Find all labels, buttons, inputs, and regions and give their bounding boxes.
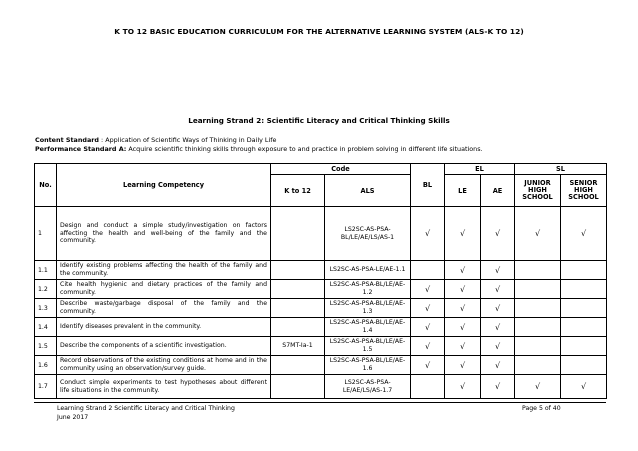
row-als-code: LS2SC-AS-PSA-LE/AE/LS/AS-1.7 <box>325 375 411 399</box>
header-k12: K to 12 <box>271 175 325 207</box>
row-bl-check <box>411 261 445 280</box>
row-competency: Identify existing problems affecting the health of the family and the community. <box>57 261 271 280</box>
competency-table <box>34 163 607 399</box>
row-le-check: √ <box>445 207 481 261</box>
row-shs-check <box>561 280 607 299</box>
row-shs-check <box>561 299 607 318</box>
row-bl-check: √ <box>411 299 445 318</box>
footer-divider <box>34 402 606 403</box>
header-sl: SL <box>515 164 607 175</box>
content-standard-label: Content Standard <box>35 136 99 144</box>
row-ae-check: √ <box>481 375 515 399</box>
row-ae-check: √ <box>481 356 515 375</box>
row-jhs-check <box>515 299 561 318</box>
row-k12-code <box>271 318 325 337</box>
row-le-check: √ <box>445 261 481 280</box>
performance-standard-label: Performance Standard A: <box>35 145 127 153</box>
row-bl-check: √ <box>411 280 445 299</box>
footer-strand: Learning Strand 2 Scientific Literacy and Critical Thinking <box>57 405 235 412</box>
row-le-check: √ <box>445 375 481 399</box>
row-shs-check <box>561 318 607 337</box>
footer-date: June 2017 <box>57 413 89 421</box>
header-no: No. <box>35 164 57 207</box>
page-number: Page 5 of 40 <box>522 405 561 412</box>
row-le-check: √ <box>445 299 481 318</box>
header-el: EL <box>445 164 515 175</box>
row-competency: Design and conduct a simple study/investigation on factors affecting the health and well-being of the family and the community. <box>57 207 271 261</box>
row-number: 1.6 <box>35 356 57 375</box>
row-jhs-check <box>515 356 561 375</box>
row-als-code: LS2SC-AS-PSA-BL/LE/AE-1.3 <box>325 299 411 318</box>
row-ae-check: √ <box>481 337 515 356</box>
header-als: ALS <box>325 175 411 207</box>
row-competency: Identify diseases prevalent in the community. <box>57 318 271 337</box>
row-number: 1.7 <box>35 375 57 399</box>
row-competency: Describe waste/garbage disposal of the family and the community. <box>57 299 271 318</box>
footer-info <box>57 405 235 422</box>
row-jhs-check <box>515 261 561 280</box>
row-number: 1.4 <box>35 318 57 337</box>
strand-title: Learning Strand 2: Scientific Literacy and Critical Thinking Skills <box>188 116 450 125</box>
row-shs-check <box>561 337 607 356</box>
table-row <box>35 318 607 337</box>
row-number: 1.1 <box>35 261 57 280</box>
content-standard-text: : Application of Scientific Ways of Thinking in Daily Life <box>101 136 277 144</box>
header-code: Code <box>271 164 411 175</box>
row-bl-check: √ <box>411 337 445 356</box>
row-jhs-check: √ <box>515 207 561 261</box>
content-standard <box>35 136 483 145</box>
row-k12-code <box>271 299 325 318</box>
row-ae-check: √ <box>481 299 515 318</box>
performance-standard <box>35 145 483 154</box>
table-row <box>35 280 607 299</box>
row-jhs-check <box>515 280 561 299</box>
row-ae-check: √ <box>481 318 515 337</box>
performance-standard-text: Acquire scientific thinking skills through exposure to and practice in problem solving in different life situations. <box>128 145 483 153</box>
row-bl-check: √ <box>411 207 445 261</box>
row-bl-check: √ <box>411 318 445 337</box>
header-le: LE <box>445 175 481 207</box>
row-als-code: LS2SC-AS-PSA-BL/LE/AE/LS/AS-1 <box>325 207 411 261</box>
row-k12-code <box>271 207 325 261</box>
table-row <box>35 207 607 261</box>
header-ae: AE <box>481 175 515 207</box>
header-senior-high: SENIOR HIGH SCHOOL <box>561 175 607 207</box>
row-jhs-check <box>515 318 561 337</box>
row-jhs-check: √ <box>515 375 561 399</box>
row-number: 1.3 <box>35 299 57 318</box>
row-le-check: √ <box>445 337 481 356</box>
table-row <box>35 261 607 280</box>
header-junior-high: JUNIOR HIGH SCHOOL <box>515 175 561 207</box>
row-k12-code: S7MT-Ia-1 <box>271 337 325 356</box>
header-competency: Learning Competency <box>57 164 271 207</box>
row-number: 1 <box>35 207 57 261</box>
header-bl: BL <box>411 164 445 207</box>
row-number: 1.2 <box>35 280 57 299</box>
row-als-code: LS2SC-AS-PSA-BL/LE/AE-1.2 <box>325 280 411 299</box>
standards-block <box>35 136 483 154</box>
row-competency: Cite health hygienic and dietary practices of the family and community. <box>57 280 271 299</box>
row-ae-check: √ <box>481 261 515 280</box>
row-competency: Describe the components of a scientific investigation. <box>57 337 271 356</box>
table-row <box>35 356 607 375</box>
row-competency: Record observations of the existing conditions at home and in the community using an observation/survey guide. <box>57 356 271 375</box>
row-shs-check: √ <box>561 207 607 261</box>
row-k12-code <box>271 375 325 399</box>
row-le-check: √ <box>445 318 481 337</box>
row-als-code: LS2SC-AS-PSA-BL/LE/AE-1.4 <box>325 318 411 337</box>
row-number: 1.5 <box>35 337 57 356</box>
row-ae-check: √ <box>481 280 515 299</box>
table-row <box>35 299 607 318</box>
row-ae-check: √ <box>481 207 515 261</box>
document-header-title: K TO 12 BASIC EDUCATION CURRICULUM FOR THE ALTERNATIVE LEARNING SYSTEM (ALS-K TO 12) <box>114 27 524 36</box>
row-als-code: LS2SC-AS-PSA-LE/AE-1.1 <box>325 261 411 280</box>
row-als-code: LS2SC-AS-PSA-BL/LE/AE-1.6 <box>325 356 411 375</box>
row-k12-code <box>271 356 325 375</box>
row-shs-check: √ <box>561 375 607 399</box>
row-jhs-check <box>515 337 561 356</box>
row-shs-check <box>561 261 607 280</box>
row-le-check: √ <box>445 280 481 299</box>
row-als-code: LS2SC-AS-PSA-BL/LE/AE-1.5 <box>325 337 411 356</box>
row-le-check: √ <box>445 356 481 375</box>
table-row <box>35 375 607 399</box>
row-bl-check <box>411 375 445 399</box>
row-competency: Conduct simple experiments to test hypotheses about different life situations in the community. <box>57 375 271 399</box>
row-k12-code <box>271 280 325 299</box>
table-row <box>35 337 607 356</box>
row-bl-check: √ <box>411 356 445 375</box>
row-shs-check <box>561 356 607 375</box>
row-k12-code <box>271 261 325 280</box>
